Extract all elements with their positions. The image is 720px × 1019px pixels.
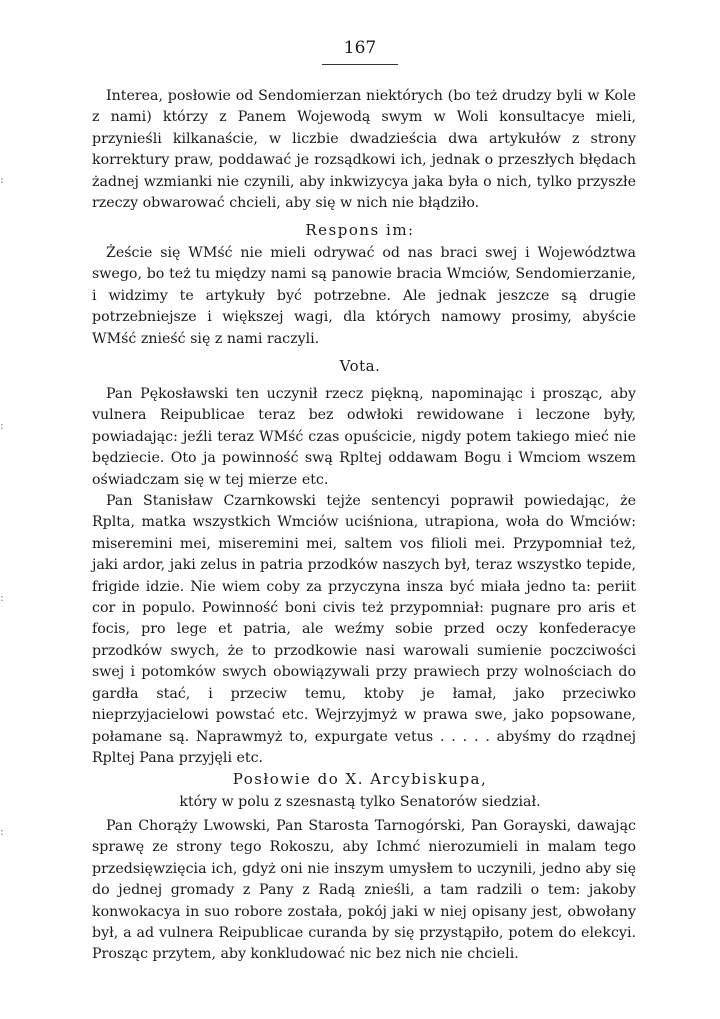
intro-section xyxy=(92,86,636,214)
vota-section xyxy=(92,384,636,769)
vota-paragraph-1: Pan Pękosławski ten uczynił rzecz piękną, napominając i prosząc, aby vulnera Reipublicae teraz bez odwłoki rewidowane i leczone były, powiadając: jeźli teraz WMść czas opuścicie, nigdy potem takiego mieć nie będziecie. Oto ja powinność swą Rpltej oddawam Bogu i Wmciom wszem oświadczam się w tej mierze etc. xyxy=(92,386,636,488)
margin-mark: : xyxy=(0,591,4,604)
respons-paragraph: Żeście się WMść nie mieli odrywać od nas braci swej i Województwa swego, bo też tu między nami są panowie bracia Wmciów, Sendomierzanie, i widzimy te artykuły być potrzebne. Ale jednak jeszcze są drugie potrzebniejsze i większej wagi, dla których namowy prosimy, abyście WMść znieść się z nami raczyli. xyxy=(92,245,636,347)
vota-heading: Vota. xyxy=(339,357,381,375)
respons-section xyxy=(92,243,636,350)
margin-mark: : xyxy=(0,419,4,432)
page-number: 167 xyxy=(343,38,377,58)
respons-heading: Respons im: xyxy=(305,221,415,239)
margin-mark: : xyxy=(0,825,4,838)
poslowie-subheading: który w polu z szesnastą tylko Senatorów siedział. xyxy=(179,794,541,810)
page-number-rule xyxy=(322,64,398,65)
vota-paragraph-2: Pan Stanisław Czarnkowski tejże sentencyi poprawił powiedając, że Rplta, matka wszystkich Wmciów uciśniona, utrapiona, woła do Wmciów: miseremini mei, miseremini mei, saltem vos filioli mei. Przypomniał też, jaki ardor, jaki zelus in patria przodków naszych był, teraz wszystko tepide, frigide idzie. Nie wiem coby za przyczyna insza być miała jedno ta: periit cor in populo. Powinność boni civis też przypomniał: pugnare pro aris et focis, pro lege et patria, ale weźmy sobie przed oczy konfederacye przodków swych, że to przodkowie nasi warowali sumienie poczciwości swej i potomków swych obowiązywali przy prawiech przy wolnościach do gardła stać, i przeciw temu, ktoby je łamał, jako przeciwko nieprzyjacielowi powstać etc. Wejrzyjmyż w prawa swe, jako popsowane, połamane są. Naprawmyż to, expurgate vetus . . . . . abyśmy do rządnej Rpltej Pana przyjęli etc. xyxy=(92,493,636,766)
poslowie-section xyxy=(92,816,636,966)
margin-mark: : xyxy=(0,173,4,186)
poslowie-heading: Posłowie do X. Arcybiskupa, xyxy=(232,770,488,788)
poslowie-paragraph: Pan Chorąży Lwowski, Pan Starosta Tarnogórski, Pan Gorayski, dawając sprawę ze strony tego Rokoszu, aby Ichmć nierozumieli in malam tego przedsięwzięcia ich, gdyż oni nie inszym umysłem to uczynili, jedno aby się do jednej gromady z Pany z Radą znieśli, a tam radzili o tem: jakoby konwokacya in suo robore została, pokój jaki w niej opisany jest, obwołany był, a ad vulnera Reipublicae curanda by się przystąpiło, potem do elekcyi. Prosząc przytem, aby konkludować nic bez nich nie chcieli. xyxy=(92,818,636,963)
intro-paragraph: Interea, posłowie od Sendomierzan niektórych (bo też drudzy byli w Kole z nami) którzy z Panem Wojewodą swym w Woli konsultacye mieli, przynieśli kilkanaście, w liczbie dwadzieścia dwa artykułów z strony korrektury praw, poddawać je rozsądkowi ich, jednak o przeszłych błędach żadnej wzmianki nie czynili, aby inkwizycya jaka była o nich, tylko przyszłe rzeczy obwarować chcieli, aby się w nich nie błądziło. xyxy=(92,88,636,212)
